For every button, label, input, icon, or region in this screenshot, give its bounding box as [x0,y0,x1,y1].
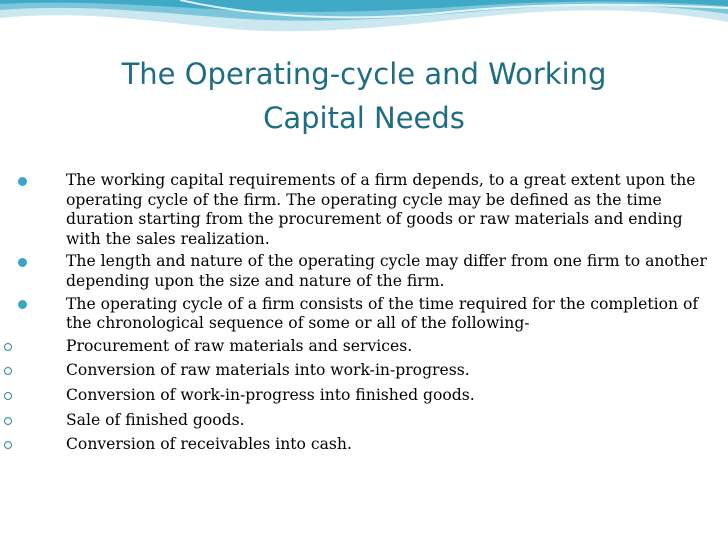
sub-bullet-item [4,337,718,357]
slide-title-line-2: Capital Needs [263,101,465,135]
bullet-text: Conversion of receivables into cash. [66,435,352,454]
slide-title-line-1: The Operating-cycle and Working [121,57,607,91]
hollow-bullet-icon [4,337,66,357]
filled-bullet-icon [4,252,66,272]
bullet-text: Conversion of work-in-progress into finished goods. [66,385,475,404]
decorative-wave-header [0,0,728,60]
hollow-bullet-icon [4,435,66,455]
bullet-text: Procurement of raw materials and services. [66,336,413,355]
bullet-text: The length and nature of the operating cycle may differ from one firm to another depending upon the size and nature of the firm. [66,252,707,290]
sub-bullet-item [4,435,718,455]
filled-bullet-icon [4,295,66,315]
sub-bullet-item [4,361,718,381]
bullet-text: The working capital requirements of a firm depends, to a great extent upon the operating cycle of the firm. The operating cycle may be defined as the time duration starting from the procurement of goods or raw materials and ending with the sales realization. [66,171,696,248]
slide-title [40,52,688,140]
sub-bullet-item [4,411,718,431]
hollow-bullet-icon [4,361,66,381]
bullet-list [4,171,718,455]
bullet-text: Conversion of raw materials into work-in-progress. [66,361,470,380]
hollow-bullet-icon [4,411,66,431]
bullet-item [4,252,718,291]
bullet-text: The operating cycle of a firm consists of the time required for the completion of the chronological sequence of some or all of the following- [66,294,699,333]
bullet-item [4,171,718,249]
hollow-bullet-icon [4,386,66,406]
filled-bullet-icon [4,171,66,191]
bullet-item [4,295,718,334]
bullet-text: Sale of finished goods. [66,410,245,429]
sub-bullet-item [4,386,718,406]
